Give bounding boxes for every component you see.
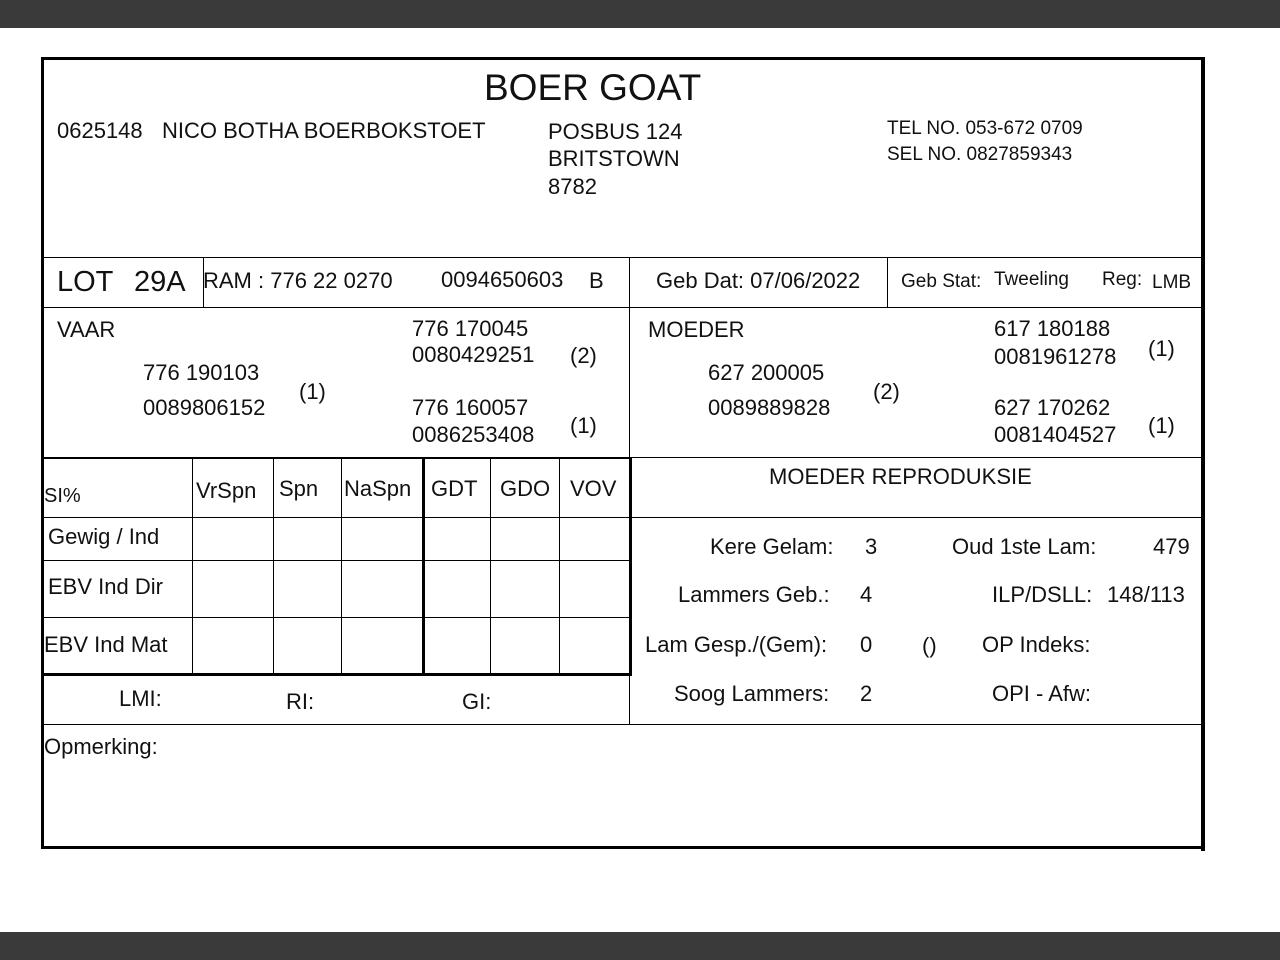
ram-reg-number: 0094650603 (441, 267, 564, 292)
dam-reg: 0089889828 (708, 395, 831, 420)
gi-label: GI: (462, 689, 492, 714)
vrule-grid-6 (559, 459, 560, 675)
rule-pedigree-left (44, 457, 630, 459)
kere-gelam-label: Kere Gelam: (710, 534, 834, 559)
sel-number: SEL NO. 0827859343 (887, 144, 1073, 165)
oud-value: 479 (1153, 534, 1190, 559)
reg-value: LMB (1152, 272, 1192, 293)
lam-gesp-value: 0 (860, 632, 873, 657)
birth-status-label: Geb Stat: (901, 271, 982, 292)
frame-left (41, 57, 44, 849)
birth-date: Geb Dat: 07/06/2022 (656, 268, 861, 293)
ri-label: RI: (286, 689, 315, 714)
frame-bottom (41, 846, 1201, 849)
vaar-label: VAAR (57, 317, 116, 342)
sire-id: 776 190103 (143, 360, 260, 385)
lot-number: 29A (134, 266, 186, 298)
top-dark-bar (0, 0, 1280, 28)
soog-lammers-label: Soog Lammers: (674, 681, 830, 706)
rule-header (44, 257, 1201, 258)
grid-col-spn: Spn (279, 476, 319, 501)
sire-dam-reg: 0086253408 (412, 422, 535, 447)
kere-gelam-value: 3 (865, 534, 878, 559)
grid-corner-label: SI% (44, 485, 81, 507)
moeder-label: MOEDER (648, 317, 745, 342)
dam-sire-count: (1) (1148, 336, 1175, 361)
dam-sire-id: 617 180188 (994, 316, 1111, 341)
breeder-code: 0625148 (57, 118, 143, 143)
reproduction-heading: MOEDER REPRODUKSIE (769, 464, 1032, 489)
vrule-grid-5 (490, 459, 491, 675)
sire-count: (1) (299, 379, 326, 404)
rule-repro-heading (630, 517, 1201, 518)
grid-col-vrspn: VrSpn (196, 478, 257, 503)
grid-col-naspn: NaSpn (344, 476, 412, 501)
dam-dam-count: (1) (1148, 413, 1175, 438)
dam-id: 627 200005 (708, 360, 825, 385)
vrule-gebdat (887, 257, 888, 307)
sire-sire-id: 776 170045 (412, 316, 529, 341)
rule-indices (44, 724, 1201, 725)
tel-number: TEL NO. 053-672 0709 (887, 118, 1083, 139)
ram-grade: B (589, 268, 604, 293)
lammers-geb-label: Lammers Geb.: (678, 582, 830, 607)
sire-reg: 0089806152 (143, 395, 266, 420)
lmi-label: LMI: (119, 686, 162, 711)
vrule-grid-2 (273, 459, 274, 675)
lot-label: LOT (57, 266, 114, 298)
rule-grid-bottom (44, 673, 631, 676)
dam-dam-id: 627 170262 (994, 395, 1111, 420)
ilp-label: ILP/DSLL: (992, 582, 1093, 607)
dam-count: (2) (873, 379, 900, 404)
soog-lammers-value: 2 (860, 681, 873, 706)
remarks-label: Opmerking: (44, 734, 158, 759)
vrule-grid-3 (341, 459, 342, 675)
sire-sire-count: (2) (570, 343, 597, 368)
vrule-grid-1 (192, 459, 193, 675)
sire-sire-reg: 0080429251 (412, 342, 535, 367)
vrule-grid-4 (422, 459, 425, 675)
dam-sire-reg: 0081961278 (994, 344, 1117, 369)
ram-id: RAM : 776 22 0270 (203, 268, 393, 293)
sire-dam-count: (1) (570, 413, 597, 438)
address-line-3: 8782 (548, 174, 597, 199)
rule-pedigree-right (630, 457, 1201, 458)
ilp-value: 148/113 (1107, 582, 1185, 607)
grid-row-ebv-dir: EBV Ind Dir (48, 574, 163, 599)
frame-right (1201, 57, 1205, 851)
rule-grid-row1 (44, 560, 630, 561)
lam-gesp-gem: () (922, 633, 937, 658)
lammers-geb-value: 4 (860, 582, 873, 607)
grid-col-vov: VOV (570, 476, 617, 501)
vrule-grid-right (629, 457, 632, 676)
reg-label: Reg: (1102, 269, 1143, 290)
address-line-1: POSBUS 124 (548, 119, 683, 144)
birth-status-value: Tweeling (994, 269, 1069, 290)
grid-row-gewig: Gewig / Ind (48, 524, 160, 549)
address-line-2: BRITSTOWN (548, 146, 680, 171)
breeder-name: NICO BOTHA BOERBOKSTOET (162, 118, 486, 143)
frame-top (41, 57, 1205, 60)
opi-afw-label: OPI - Afw: (992, 681, 1092, 706)
rule-grid-row2 (44, 617, 630, 618)
bottom-dark-bar (0, 932, 1280, 960)
oud-label: Oud 1ste Lam: (952, 534, 1097, 559)
grid-col-gdo: GDO (500, 476, 551, 501)
lam-gesp-label: Lam Gesp./(Gem): (645, 632, 828, 657)
rule-grid-header (44, 517, 630, 518)
rule-lot (44, 307, 1201, 308)
op-indeks-label: OP Indeks: (982, 632, 1091, 657)
card-title: BOER GOAT (484, 67, 702, 108)
grid-col-gdt: GDT (431, 476, 478, 501)
grid-row-ebv-mat: EBV Ind Mat (44, 632, 168, 657)
sire-dam-id: 776 160057 (412, 395, 529, 420)
dam-dam-reg: 0081404527 (994, 422, 1117, 447)
